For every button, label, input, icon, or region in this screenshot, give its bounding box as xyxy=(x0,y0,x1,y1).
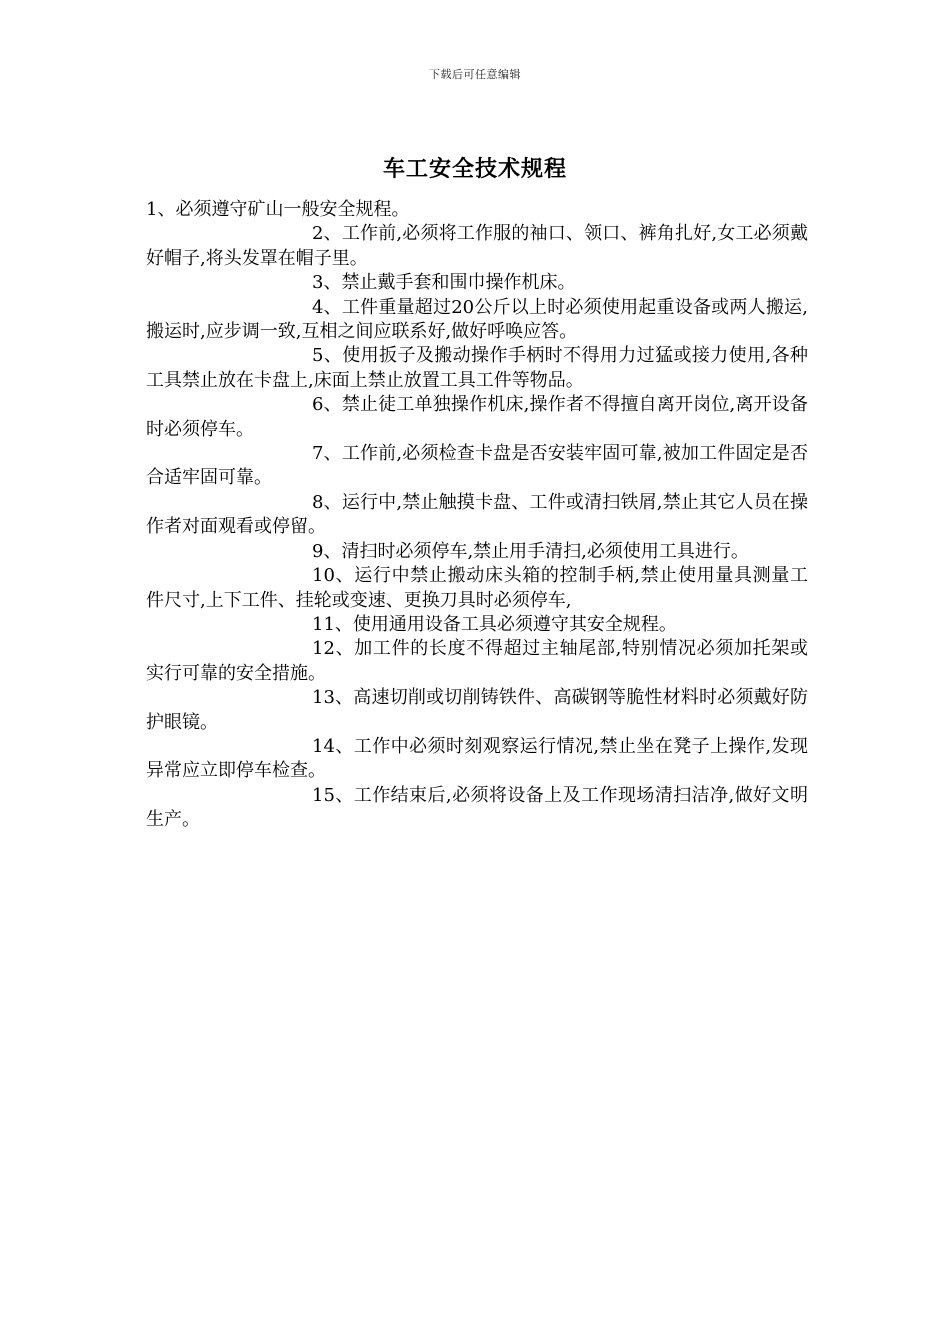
rule-1: 1、必须遵守矿山一般安全规程。 xyxy=(146,199,410,220)
rule-3: 3、禁止戴手套和围巾操作机床。 xyxy=(312,272,576,294)
rule-6: 6、禁止徒工单独操作机床,操作者不得擅自离开岗位,离开设备时必须停车。 xyxy=(146,394,808,440)
rule-12: 12、加工件的长度不得超过主轴尾部,特别情况必须加托架或实行可靠的安全措施。 xyxy=(146,638,808,684)
rule-2: 2、工作前,必须将工作服的袖口、领口、裤角扎好,女工必须戴好帽子,将头发罩在帽子里。 xyxy=(146,223,808,269)
rule-11: 11、使用通用设备工具必须遵守其安全规程。 xyxy=(312,613,677,635)
rule-14: 14、工作中必须时刻观察运行情况,禁止坐在凳子上操作,发现异常应立即停车检查。 xyxy=(146,735,808,782)
rule-5: 5、使用扳子及搬动操作手柄时不得用力过猛或接力使用,各种工具禁止放在卡盘上,床面上禁止放置工具工件等物品。 xyxy=(146,345,808,391)
rule-13: 13、高速切削或切削铸铁件、高碳钢等脆性材料时必须戴好防护眼镜。 xyxy=(146,687,808,733)
rule-4: 4、工件重量超过20公斤以上时必须使用起重设备或两人搬运,搬运时,应步调一致,互相之间应联系好,做好呼唤应答。 xyxy=(146,296,808,343)
document-body xyxy=(146,198,808,833)
rule-9: 9、清扫时必须停车,禁止用手清扫,必须使用工具进行。 xyxy=(312,540,749,562)
document-title: 车工安全技术规程 xyxy=(382,156,567,182)
rule-15: 15、工作结束后,必须将设备上及工作现场清扫洁净,做好文明生产。 xyxy=(146,784,808,831)
page-header-note: 下载后可任意编辑 xyxy=(429,68,521,81)
rule-10: 10、运行中禁止搬动床头箱的控制手柄,禁止使用量具测量工件尺寸,上下工件、挂轮或变速、更换刀具时必须停车, xyxy=(146,565,808,611)
rule-7: 7、工作前,必须检查卡盘是否安装牢固可靠,被加工件固定是否合适牢固可靠。 xyxy=(146,443,808,489)
rule-8: 8、运行中,禁止触摸卡盘、工件或清扫铁屑,禁止其它人员在操作者对面观看或停留。 xyxy=(146,491,808,538)
